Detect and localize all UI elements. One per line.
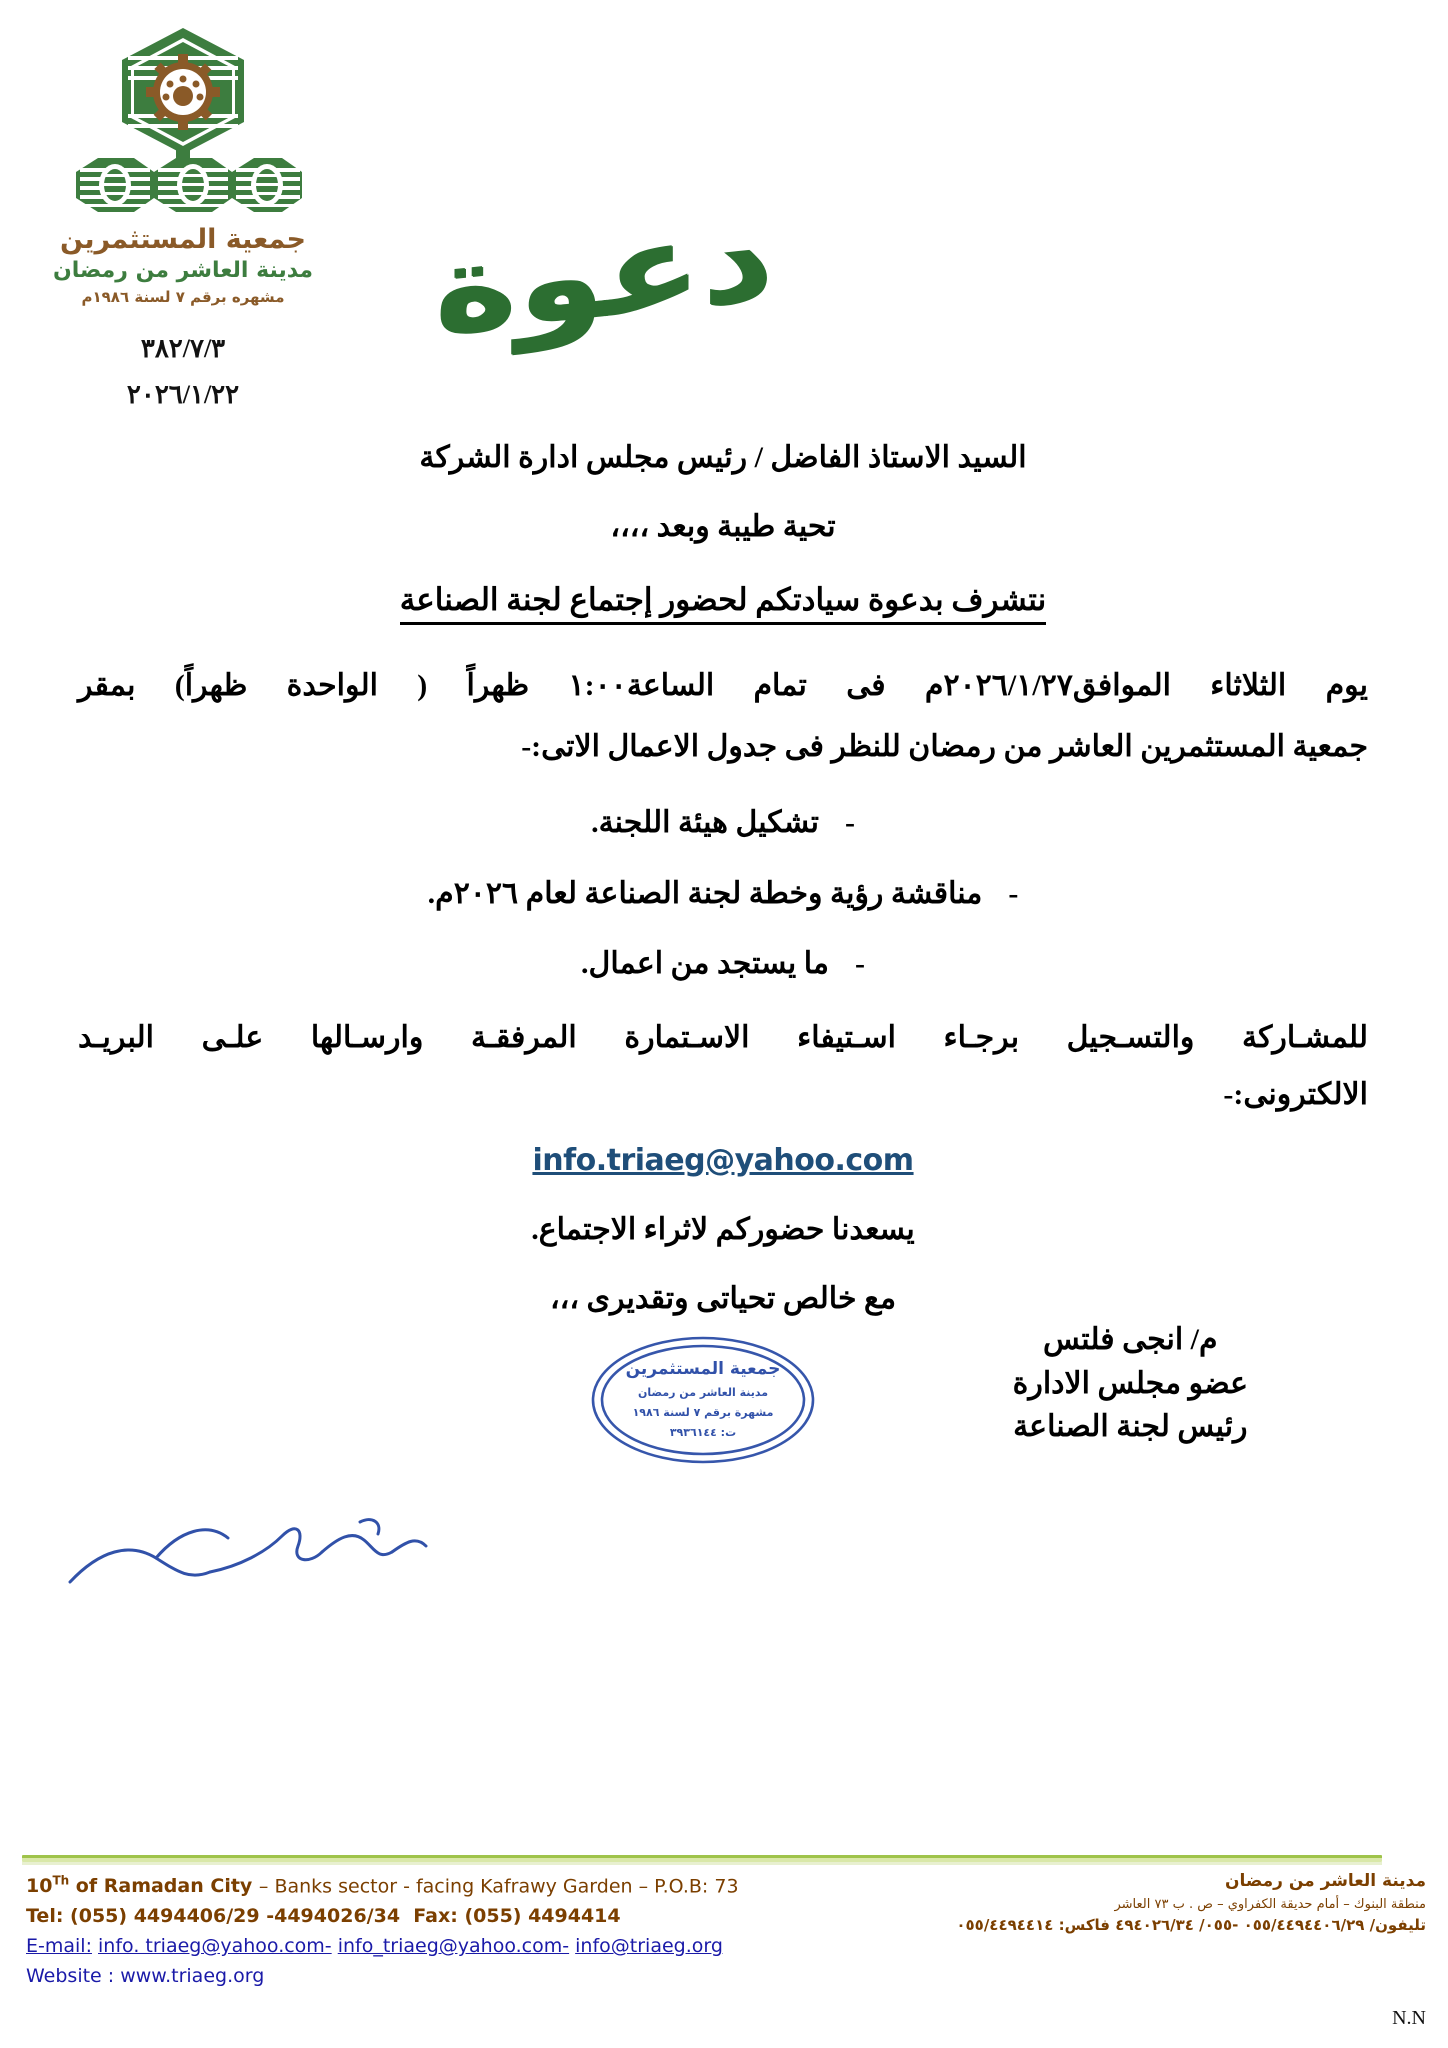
footer-arabic-contact: [956, 1869, 1426, 1937]
closing-line-2: مع خالص تحياتى وتقديرى ،،،: [549, 1281, 897, 1315]
svg-text:ت: ٣٩٣٦١٤٤: ت: ٣٩٣٦١٤٤: [669, 1426, 737, 1439]
agenda-item-label: تشكيل هيئة اللجنة.: [591, 806, 819, 839]
signatory-role-2: رئيس لجنة الصناعة: [1013, 1410, 1248, 1443]
footer-website-line: [26, 1963, 739, 1990]
footer-website-value[interactable]: www.triaeg.org: [114, 1965, 265, 1988]
signatory-role-1: عضو مجلس الادارة: [1012, 1366, 1248, 1400]
reference-date: ٢٠٢٦/١/٢٢: [126, 379, 240, 409]
footer-address-rest: – Banks sector - facing Kafrawy Garden – P.O.B: 73: [258, 1875, 739, 1898]
official-stamp: [588, 1330, 818, 1470]
organization-logo: [58, 22, 308, 222]
letterhead: [38, 22, 328, 417]
footer-email-line: [26, 1933, 739, 1960]
reference-block: [38, 326, 328, 417]
footer-fax-label: Fax:: [413, 1905, 458, 1928]
agenda-dash: -: [854, 947, 865, 980]
footer-initials: N.N: [1392, 2007, 1426, 2029]
agenda-item: [78, 803, 1368, 844]
registration-instruction-tail: الالكترونى:-: [1223, 1077, 1368, 1111]
meeting-details-line-2: جمعية المستثمرين العاشر من رمضان للنظر فى جدول الاعمال الاتى:-: [521, 730, 1368, 763]
registration-instruction: للمشـاركة والتسـجيل برجـاء اسـتيفاء الاسـتمارة المرفقـة وارسـالها علـى البريـد: [78, 1020, 1368, 1054]
footer-tel-label: Tel:: [26, 1905, 64, 1928]
footer-address-number: 10: [26, 1875, 53, 1898]
invitation-headline: [78, 582, 1368, 625]
letter-body: [78, 440, 1368, 1346]
footer-address-ordinal: Th: [52, 1874, 70, 1888]
organization-name: جمعية المستثمرين: [60, 224, 306, 255]
svg-text:جمعية المستثمرين: جمعية المستثمرين: [625, 1359, 781, 1379]
footer-ar-city: مدينة العاشر من رمضان: [1225, 1871, 1426, 1891]
closing-line-1: يسعدنا حضوركم لاثراء الاجتماع.: [531, 1212, 915, 1246]
svg-text:مشهرة برقم ٧ لسنة ١٩٨٦: مشهرة برقم ٧ لسنة ١٩٨٦: [632, 1406, 774, 1419]
footer-address-city: of Ramadan City: [69, 1875, 259, 1898]
footer-email-3[interactable]: info@triaeg.org: [575, 1935, 723, 1958]
signature-scribble-icon: [60, 1500, 480, 1620]
footer-website-label: Website :: [26, 1965, 115, 1988]
footer-email-label: E-mail:: [26, 1935, 92, 1958]
footer-email-1[interactable]: info. triaeg@yahoo.com-: [98, 1935, 332, 1958]
agenda-item: [78, 944, 1368, 985]
page-title: دعوة: [434, 186, 774, 363]
footer-ar-address: منطقة البنوك – أمام حديقة الكفراوي – ص . ب ٧٣ العاشر: [1114, 1896, 1426, 1912]
logo-icon: [58, 22, 308, 222]
footer-address: [26, 1873, 739, 1900]
footer-tel-value: (055) 4494406/29 -4494026/34: [63, 1905, 401, 1928]
agenda-item-label: مناقشة رؤية وخطة لجنة الصناعة لعام ٢٠٢٦م.: [427, 876, 983, 910]
organization-registration: مشهره برقم ٧ لسنة ١٩٨٦م: [81, 288, 285, 307]
signature-block: [1013, 1318, 1248, 1449]
meeting-details-line-1: يوم الثلاثاء الموافق٢٠٢٦/١/٢٧م فى تمام الساعة١:٠٠ ظهراً ( الواحدة ظهراً) بمقر: [78, 669, 1368, 702]
contact-email-link[interactable]: info.triaeg@yahoo.com: [532, 1142, 914, 1178]
handwritten-signature: [60, 1500, 480, 1620]
signatory-name: م/ انجى فلتس: [1043, 1323, 1218, 1356]
footer-email-2[interactable]: info_triaeg@yahoo.com-: [337, 1935, 570, 1958]
footer-english-contact: [26, 1873, 739, 1990]
agenda-item: [78, 874, 1368, 915]
footer-divider: [22, 1855, 1382, 1862]
organization-city: مدينة العاشر من رمضان: [52, 258, 314, 284]
salutation-line: السيد الاستاذ الفاضل / رئيس مجلس ادارة الشركة: [419, 441, 1027, 474]
svg-text:مدينة العاشر من رمضان: مدينة العاشر من رمضان: [637, 1386, 769, 1399]
footer-fax-value: (055) 4494414: [457, 1905, 621, 1928]
agenda-dash: -: [844, 806, 855, 839]
reference-number: ٣٨٢/٧/٣: [140, 334, 226, 364]
invitation-headline-text: نتشرف بدعوة سيادتكم لحضور إجتماع لجنة الصناعة: [400, 582, 1047, 625]
agenda-dash: -: [1008, 876, 1019, 910]
agenda-item-label: ما يستجد من اعمال.: [581, 947, 829, 980]
agenda-list: [78, 803, 1368, 985]
stamp-icon: [588, 1330, 818, 1470]
contact-email-line: [78, 1143, 1368, 1178]
page-footer: [0, 1855, 1448, 2048]
greeting-line: تحية طيبة وبعد ،،،،: [610, 510, 836, 543]
footer-phone-line: [26, 1903, 739, 1930]
footer-ar-phone: تليفون/ ٠٥٥/٤٤٩٤٤٠٦/٢٩ -٠٥٥/ ٤٩٤٠٢٦/٣٤ فاكس: ٠٥٥/٤٤٩٤٤١٤: [956, 1916, 1426, 1934]
